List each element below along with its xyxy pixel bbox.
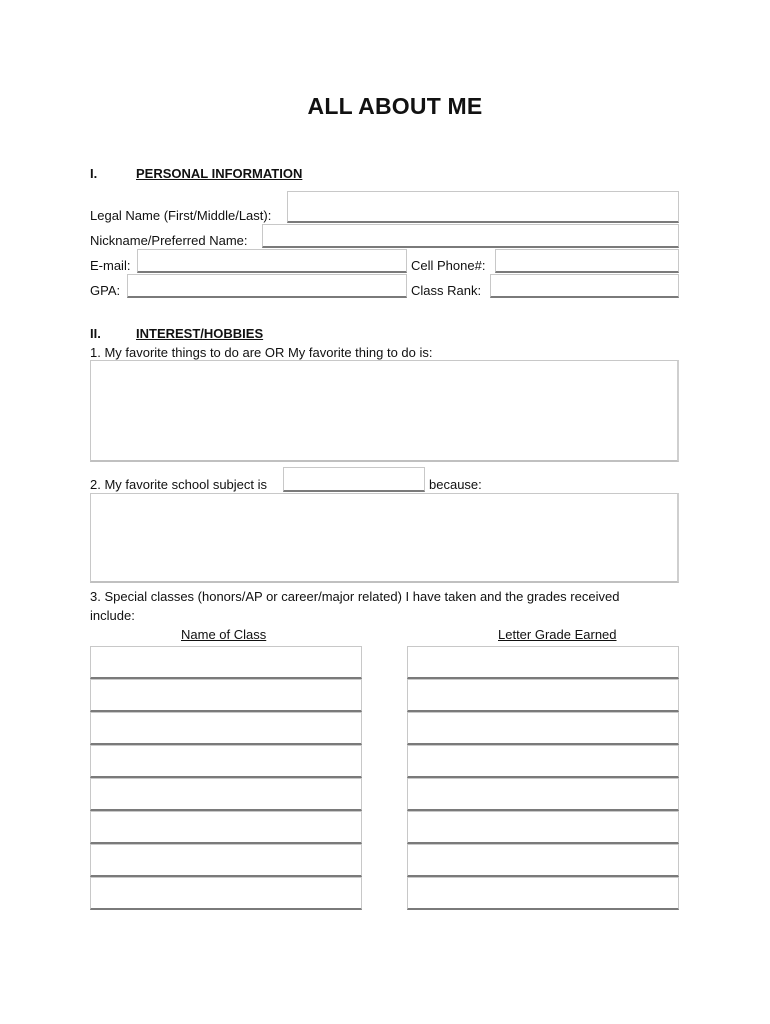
legal-name-label: Legal Name (First/Middle/Last):	[90, 208, 272, 223]
email-field[interactable]	[137, 249, 407, 273]
section-heading: PERSONAL INFORMATION	[136, 166, 303, 181]
column-header-grade: Letter Grade Earned	[498, 627, 617, 642]
class-name-field[interactable]	[90, 646, 362, 679]
class-name-field[interactable]	[90, 679, 362, 712]
letter-grade-field[interactable]	[407, 877, 679, 910]
letter-grade-field[interactable]	[407, 778, 679, 811]
letter-grade-field[interactable]	[407, 712, 679, 745]
favorite-things-textarea[interactable]	[90, 360, 679, 462]
letter-grade-field[interactable]	[407, 811, 679, 844]
gpa-field[interactable]	[127, 274, 407, 298]
section-number: II.	[90, 326, 101, 341]
class-name-field[interactable]	[90, 844, 362, 877]
class-name-field[interactable]	[90, 778, 362, 811]
class-rank-field[interactable]	[490, 274, 679, 298]
column-header-class: Name of Class	[181, 627, 267, 642]
cell-phone-field[interactable]	[495, 249, 679, 273]
question-1: 1. My favorite things to do are OR My favorite thing to do is:	[90, 345, 433, 360]
gpa-label: GPA:	[90, 283, 121, 298]
question-2-prefix: 2. My favorite school subject is	[90, 477, 268, 492]
class-name-field[interactable]	[90, 712, 362, 745]
letter-grade-field[interactable]	[407, 844, 679, 877]
email-label: E-mail:	[90, 258, 131, 273]
question-2-suffix: because:	[429, 477, 482, 492]
legal-name-field[interactable]	[287, 191, 679, 223]
favorite-subject-field[interactable]	[283, 467, 425, 492]
letter-grade-field[interactable]	[407, 679, 679, 712]
section-heading: INTEREST/HOBBIES	[136, 326, 264, 341]
question-3-line1: 3. Special classes (honors/AP or career/major related) I have taken and the grades received	[90, 589, 620, 604]
nickname-label: Nickname/Preferred Name:	[90, 233, 248, 248]
letter-grade-field[interactable]	[407, 745, 679, 778]
class-name-field[interactable]	[90, 811, 362, 844]
question-3-line2: include:	[90, 608, 135, 623]
class-name-field[interactable]	[90, 877, 362, 910]
subject-reason-textarea[interactable]	[90, 493, 679, 583]
section-number: I.	[90, 166, 98, 181]
class-name-field[interactable]	[90, 745, 362, 778]
class-rank-label: Class Rank:	[411, 283, 482, 298]
nickname-field[interactable]	[262, 224, 679, 248]
letter-grade-field[interactable]	[407, 646, 679, 679]
page-title: ALL ABOUT ME	[307, 93, 483, 119]
cell-phone-label: Cell Phone#:	[411, 258, 486, 273]
